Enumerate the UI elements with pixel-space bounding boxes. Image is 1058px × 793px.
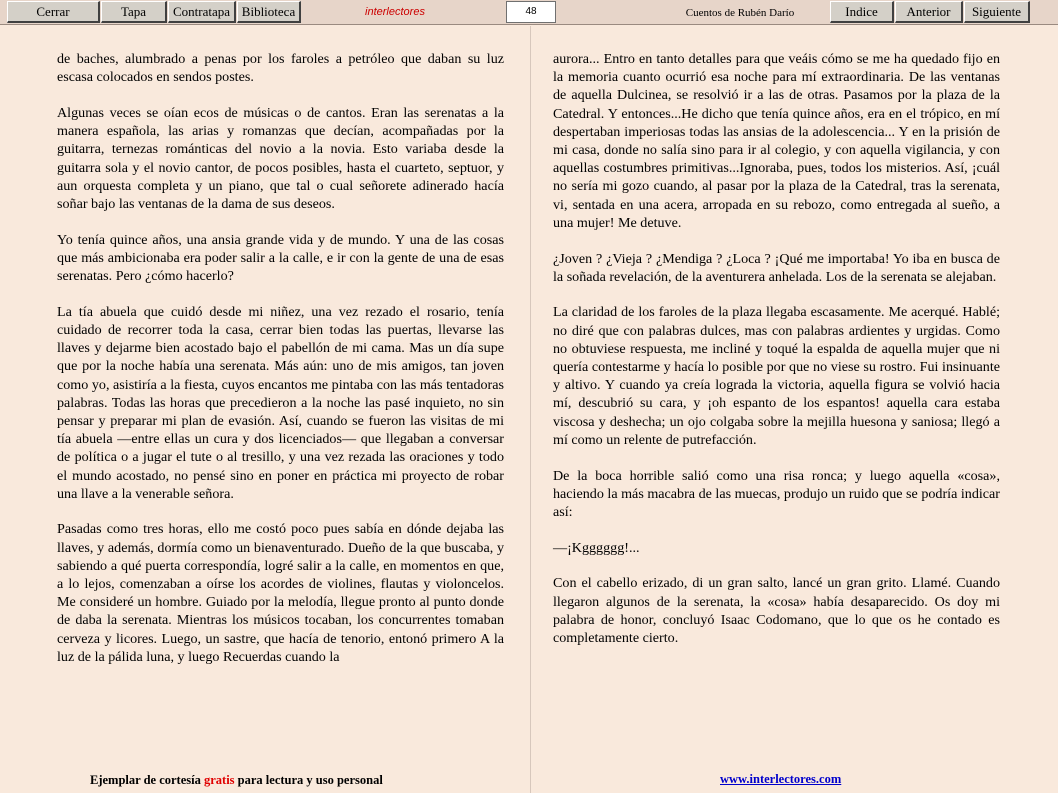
brand-logo: interlectores bbox=[365, 6, 425, 18]
paragraph: ¿Joven ? ¿Vieja ? ¿Mendiga ? ¿Loca ? ¡Qué me importaba! Yo iba en busca de la soñada revelación, de la aventurera anhelada. Los de la serenata se alejaban. bbox=[553, 250, 1000, 285]
back-cover-button[interactable]: Contratapa bbox=[168, 1, 236, 23]
paragraph: Pasadas como tres horas, ello me costó poco pues sabía en dónde dejaba las llaves, y además, dormía como un bienaventurado. Dueño de la que buscaba, y sabiendo a qué puerta correspondía, logré salir a la calle, en momentos en que, a lo lejos, comenzaban a oírse los acordes de violines, flautas y violoncelos. Me consideré un hombre. Guiado por la melodía, llegue pronto al punto donde de daba la serenata. Mientras los músicos tocaban, los concurrentes tomaban cerveza y licores. Luego, un sastre, que hacía de tenorio, entonó primero A la luz de la pálida luna, y luego Recuerdas cuando la bbox=[57, 521, 504, 665]
paragraph: de baches, alumbrado a penas por los faroles a petróleo que daban su luz escasa colocados en sendos postes. bbox=[57, 51, 504, 86]
paragraph: La tía abuela que cuidó desde mi niñez, una vez rezado el rosario, tenía cuidado de recorrer toda la casa, cerrar bien todas las puertas, llevarse las llaves y dejarme bien acostado bajo el pabellón de mi cama. Mas un día supe que por la noche había una serenata. Más aún: uno de mis amigos, tan joven como yo, asistiría a la fiesta, cuyos encantos me pintaba con las más tentadoras palabras. Todas las horas que precedieron a la noche las pasé inquieto, no sin pensar y preparar mi plan de evasión. Así, cuando se fueron las visitas de mi tía abuela —entre ellas un cura y dos licenciados— que llegaban a conversar de política o a jugar el tute o al tresillo, y una vez rezada las oraciones y todo el mundo acostado, no pensé sino en poner en práctica mi proyecto de robar una llave a la venerable señora. bbox=[57, 303, 504, 502]
paragraph: La claridad de los faroles de la plaza llegaba escasamente. Me acerqué. Hablé; no diré que con palabras dulces, mas con palabras ardientes y urgidas. Como no obtuviese respuesta, me incliné y toqué la espalda de aquella mujer que ni quería contestarme y hacía lo posible por que no viese su rostro. Fui insinuante y altivo. Y cuando ya creía lograda la victoria, aquella figura se volvió hacia mí, descubrió su cara, y ¡oh espanto de los espantos! aquella cara estaba viscosa y deshecha; un ojo colgaba sobre la mejilla huesona y saniosa; llegó a mí como un relente de putrefacción. bbox=[553, 304, 1000, 448]
cover-button[interactable]: Tapa bbox=[101, 1, 167, 23]
next-button[interactable]: Siguiente bbox=[964, 1, 1030, 23]
column-divider bbox=[530, 26, 531, 793]
page-number: 48 bbox=[506, 1, 556, 23]
courtesy-text: Ejemplar de cortesía bbox=[90, 773, 204, 787]
paragraph: Con el cabello erizado, di un gran salto, lancé un gran grito. Llamé. Cuando llegaron algunos de la serenata, la «cosa» había desaparecido. Os doy mi palabra de honor, concluyó Isaac Codomano, que lo que os he contado es completamente cierto. bbox=[553, 575, 1000, 646]
book-title: Cuentos de Rubén Darío bbox=[685, 7, 795, 19]
paragraph: De la boca horrible salió como una risa ronca; y luego aquella «cosa», haciendo la más macabra de las muecas, produjo un ruido que se podría indicar así: bbox=[553, 467, 1000, 520]
left-column bbox=[57, 50, 504, 684]
right-column bbox=[553, 50, 1000, 665]
index-button[interactable]: Indice bbox=[830, 1, 894, 23]
paragraph: Algunas veces se oían ecos de músicas o de cantos. Eran las serenatas a la manera española, las arias y romanzas que decían, acompañadas por la guitarra, ternezas románticas del novio a la novia. Esto variaba desde la guitarra sola y el novio cantor, de pocos posibles, hasta el cuarteto, septuor, y aun orquesta completa y un piano, que tal o cual señorete adinerado hacía soñar bajo las ventanas de la dama de sus deseos. bbox=[57, 104, 504, 212]
paragraph: —¡Kgggggg!... bbox=[553, 539, 640, 556]
paragraph: aurora... Entro en tanto detalles para que veáis cómo se me ha quedado fijo en la memoria cuanto ocurrió esa noche para mí extraordinaria. De las ventanas de aquella Dulcinea, se resolvió ir a las de otras. Pasamos por la plaza de la Catedral. Y entonces...He dicho que tenía quince años, era en el trópico, en mí despertaban imperiosas todas las ansias de la adolescencia... Y en la prisión de mi casa, donde no salía sino para ir al colegio, y con aquella vigilancia, y con aquellas costumbres primitivas...Ignoraba, pues, todos los misterios. Así, ¡cuál no sería mi gozo cuando, al pasar por la plaza de la Catedral, tras la serenata, vi, sentada en una acera, arropada en su rebozo, como entregada al sueño, a una mujer! Me detuve. bbox=[553, 51, 1000, 231]
close-button[interactable]: Cerrar bbox=[7, 1, 100, 23]
paragraph: Yo tenía quince años, una ansia grande vida y de mundo. Y una de las cosas que más ambicionaba era poder salir a la calle, e ir con la gente de una de esas serenatas. Pero ¿cómo hacerlo? bbox=[57, 231, 504, 285]
previous-button[interactable]: Anterior bbox=[895, 1, 963, 23]
courtesy-notice bbox=[90, 773, 383, 788]
toolbar bbox=[0, 0, 1058, 25]
free-highlight: gratis bbox=[203, 773, 235, 787]
courtesy-text-end: para lectura y uso personal bbox=[234, 773, 383, 787]
library-button[interactable]: Biblioteca bbox=[237, 1, 301, 23]
website-link[interactable]: www.interlectores.com bbox=[720, 772, 842, 786]
